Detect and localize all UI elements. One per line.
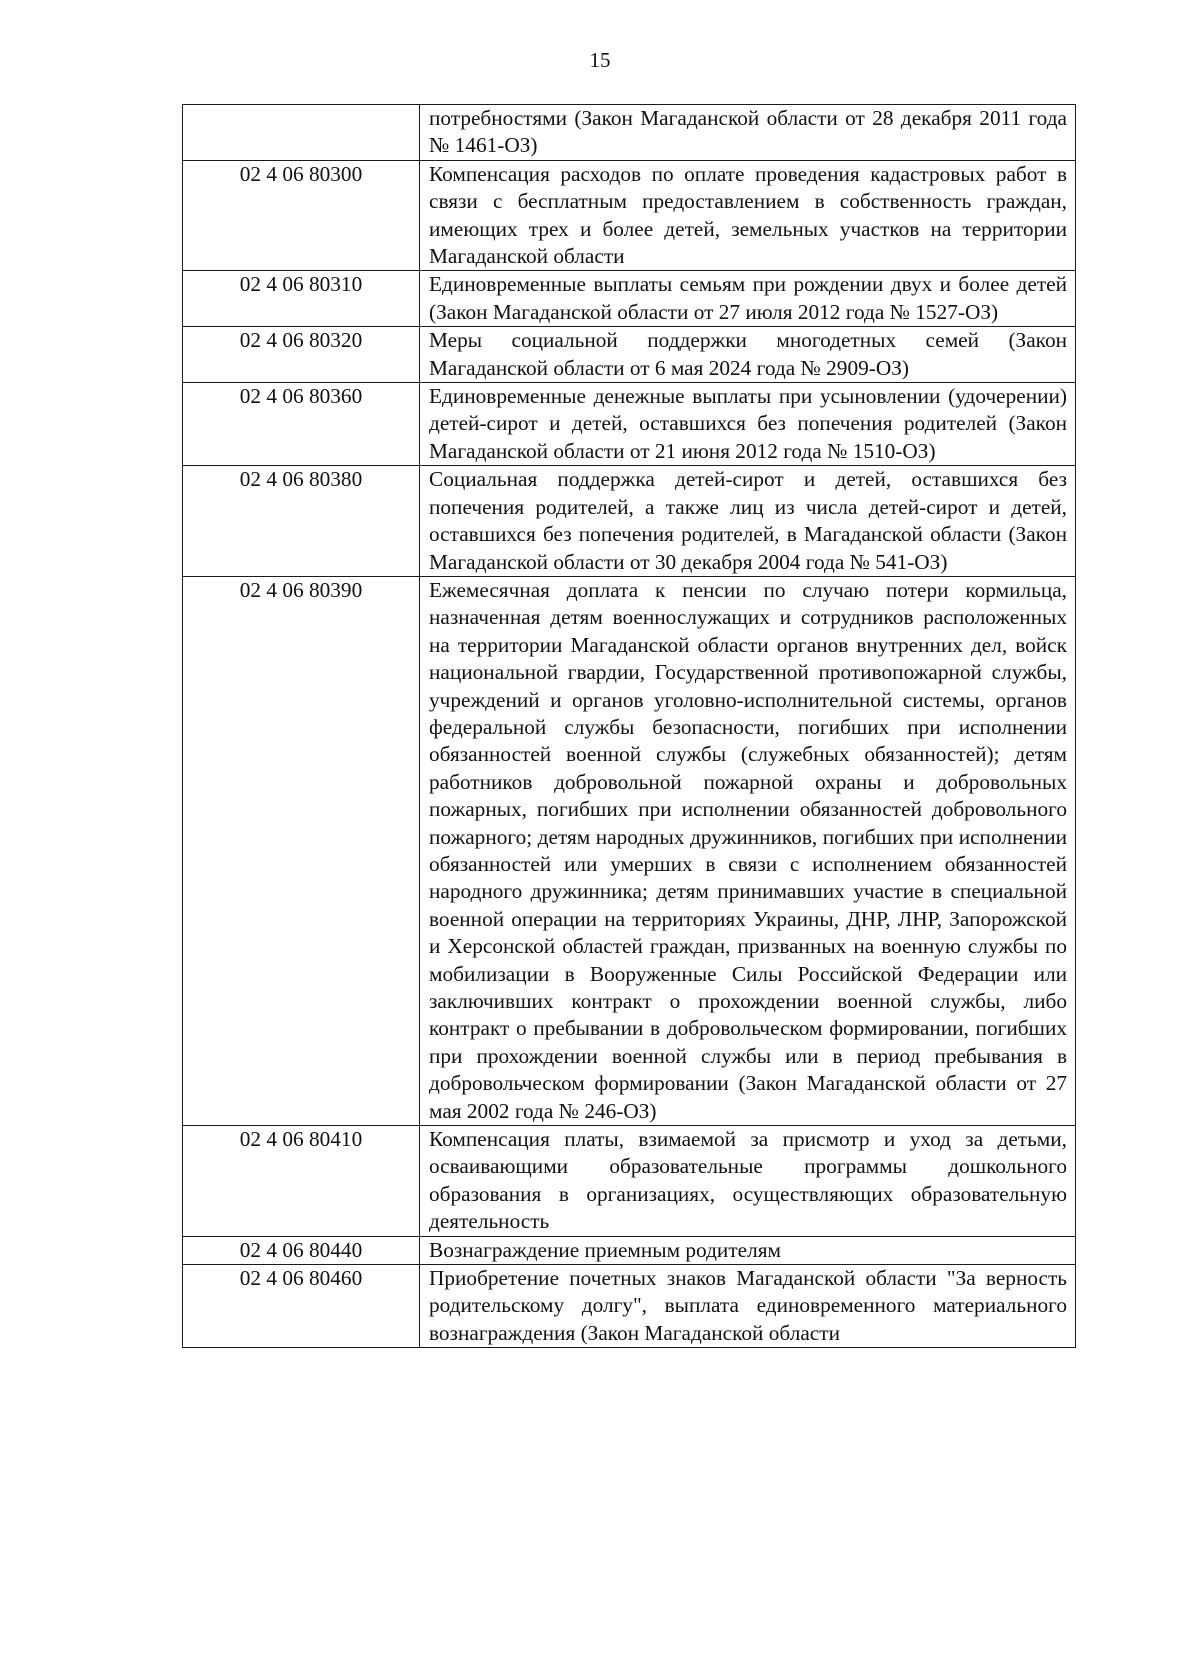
table-row	[183, 105, 1076, 161]
row-code: 02 4 06 80360	[183, 383, 420, 466]
row-description: Компенсация платы, взимаемой за присмотр и уход за детьми, осваивающими образовательные программы дошкольного образования в организациях, осуществляющих образовательную деятельность	[420, 1126, 1076, 1237]
row-description: Компенсация расходов по оплате проведения кадастровых работ в связи с бесплатным предоставлением в собственность граждан, имеющих трех и более детей, земельных участков на территории Магаданской области	[420, 160, 1076, 271]
row-description: Единовременные денежные выплаты при усыновлении (удочерении) детей-сирот и детей, оставшихся без попечения родителей (Закон Магаданской области от 21 июня 2012 года № 1510-ОЗ)	[420, 383, 1076, 466]
table-row	[183, 1265, 1076, 1348]
page-number: 15	[589, 48, 611, 72]
table-row	[183, 1236, 1076, 1264]
row-description: Ежемесячная доплата к пенсии по случаю потери кормильца, назначенная детям военнослужащих и сотрудников расположенных на территории Магаданской области органов внутренних дел, войск национальной гвардии, Государственной противопожарной службы, учреждений и органов уголовно-исполнительной системы, органов федеральной службы безопасности, погибших при исполнении обязанностей военной службы (служебных обязанностей); детям работников добровольной пожарной охраны и добровольных пожарных, погибших при исполнении обязанностей добровольного пожарного; детям народных дружинников, погибших при исполнении обязанностей или умерших в связи с исполнением обязанностей народного дружинника; детям принимавших участие в специальной военной операции на территориях Украины, ДНР, ЛНР, Запорожской и Херсонской областей граждан, призванных на военную службы по мобилизации в Вооруженные Силы Российской Федерации или заключивших контракт о прохождении военной службы, либо контракт о пребывании в добровольческом формировании, погибших при прохождении военной службы или в период пребывания в добровольческом формировании (Закон Магаданской области от 27 мая 2002 года № 246-ОЗ)	[420, 576, 1076, 1125]
row-description: Приобретение почетных знаков Магаданской области "За верность родительскому долгу", выплата единовременного материального вознаграждения (Закон Магаданской области	[420, 1265, 1076, 1348]
table-row	[183, 383, 1076, 466]
row-description: Единовременные выплаты семьям при рождении двух и более детей (Закон Магаданской области от 27 июля 2012 года № 1527-ОЗ)	[420, 271, 1076, 327]
row-description: Социальная поддержка детей-сирот и детей, оставшихся без попечения родителей, а также лиц из числа детей-сирот и детей, оставшихся без попечения родителей, в Магаданской области (Закон Магаданской области от 30 декабря 2004 года № 541-ОЗ)	[420, 466, 1076, 577]
row-description: Вознаграждение приемным родителям	[420, 1236, 1076, 1264]
table-row	[183, 466, 1076, 577]
row-code: 02 4 06 80320	[183, 327, 420, 383]
row-code: 02 4 06 80300	[183, 160, 420, 271]
row-code: 02 4 06 80440	[183, 1236, 420, 1264]
row-code: 02 4 06 80390	[183, 576, 420, 1125]
row-code: 02 4 06 80410	[183, 1126, 420, 1237]
table-row	[183, 160, 1076, 271]
table-row	[183, 271, 1076, 327]
row-description: Меры социальной поддержки многодетных семей (Закон Магаданской области от 6 мая 2024 года № 2909-ОЗ)	[420, 327, 1076, 383]
row-code: 02 4 06 80310	[183, 271, 420, 327]
row-code	[183, 105, 420, 161]
budget-classification-table	[182, 104, 1076, 1348]
row-code: 02 4 06 80380	[183, 466, 420, 577]
table-row	[183, 327, 1076, 383]
table-row	[183, 1126, 1076, 1237]
table-row	[183, 576, 1076, 1125]
row-code: 02 4 06 80460	[183, 1265, 420, 1348]
row-description: потребностями (Закон Магаданской области от 28 декабря 2011 года № 1461-ОЗ)	[420, 105, 1076, 161]
